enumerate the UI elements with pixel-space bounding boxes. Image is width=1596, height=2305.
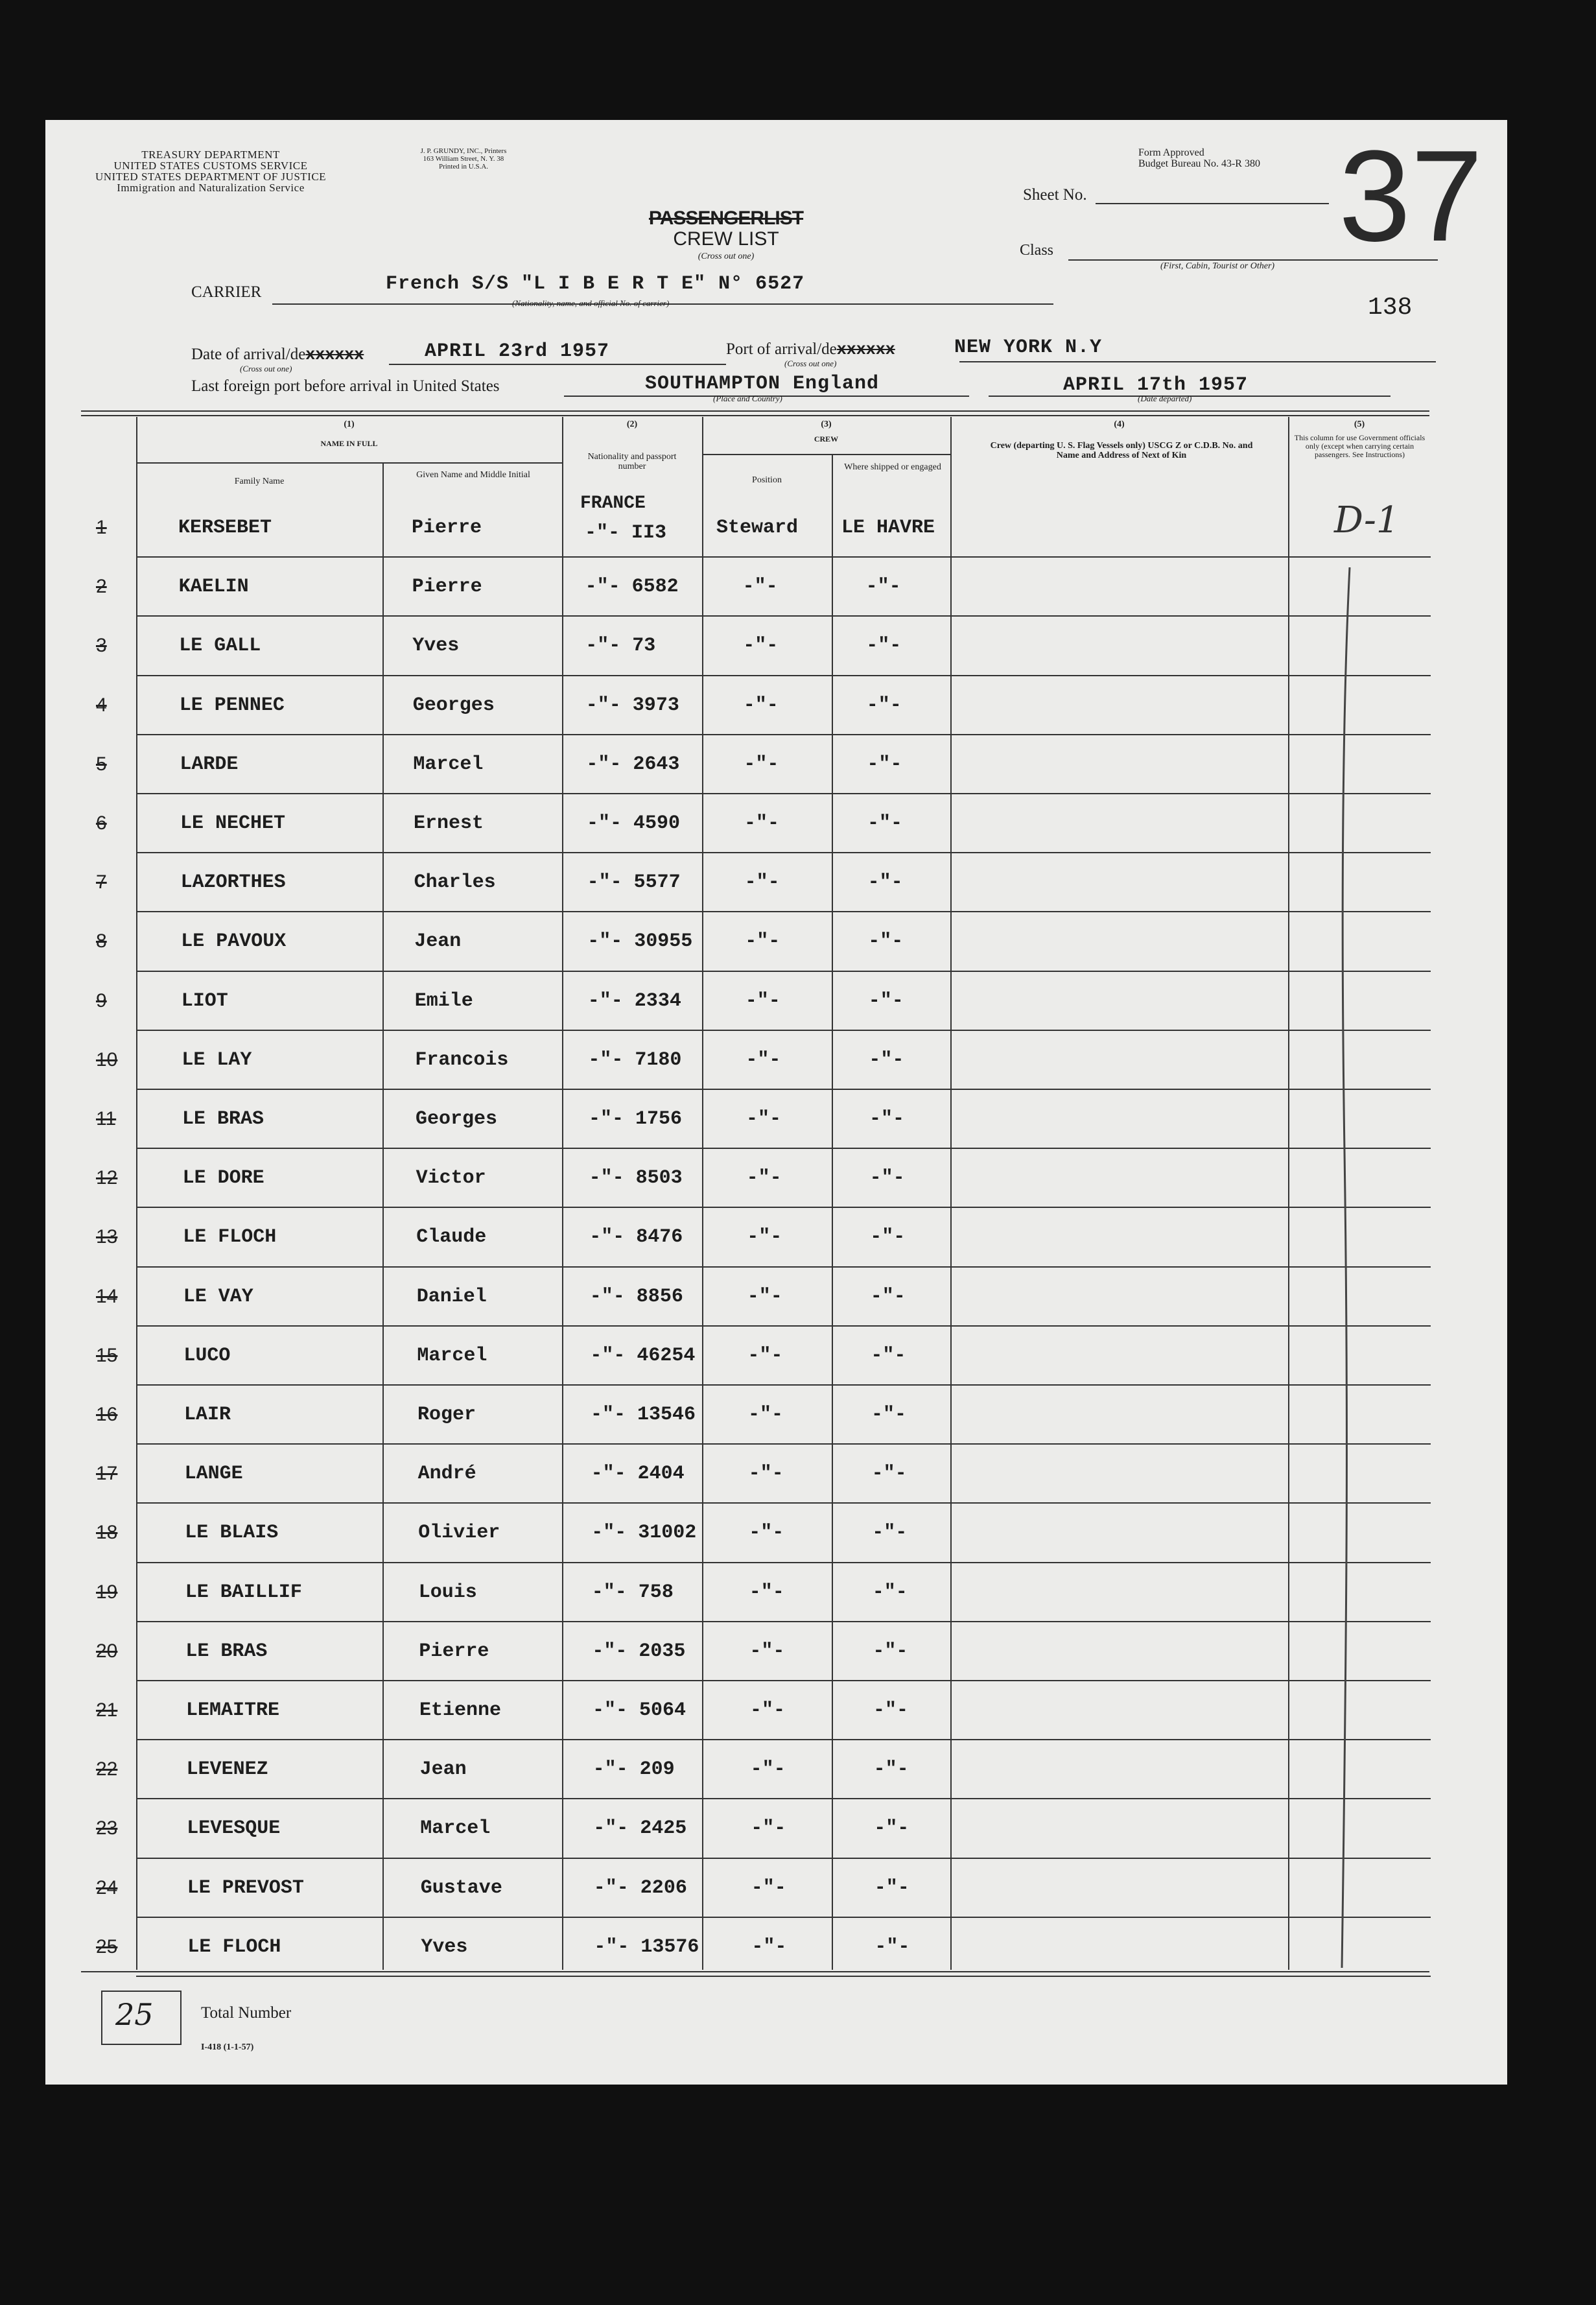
shipped-at: -"- — [867, 871, 903, 893]
col-line — [702, 417, 703, 1970]
crew-position: Steward — [716, 517, 799, 539]
sheet-no-line — [1096, 203, 1329, 204]
printer-line: Printed in U.S.A. — [438, 163, 489, 171]
row-number: 20 — [96, 1640, 118, 1662]
family-name: LAZORTHES — [180, 871, 286, 893]
family-name: LE BAILLIF — [185, 1581, 302, 1603]
crew-position: -"- — [750, 1699, 786, 1721]
shipped-at: -"- — [869, 1049, 904, 1071]
given-name: Claude — [416, 1226, 487, 1248]
crew-position: -"- — [745, 930, 780, 952]
passport-number: -"- 6582 — [585, 576, 679, 598]
shipped-at: -"- — [873, 1699, 909, 1721]
passport-number: -"- 13546 — [591, 1404, 696, 1426]
last-port-hint: (Place and Country) — [713, 394, 782, 403]
shipped-at: -"- — [873, 1758, 909, 1780]
row-divider — [136, 1502, 1431, 1504]
title-hint: (Cross out one) — [698, 252, 755, 261]
shipped-at: -"- — [870, 1286, 906, 1308]
passport-number: -"- 73 — [585, 635, 656, 657]
family-name: LE GALL — [179, 635, 261, 657]
row-number: 8 — [96, 930, 107, 952]
passport-number: -"- 3973 — [585, 694, 679, 716]
crew-position: -"- — [743, 635, 779, 657]
shipped-at: -"- — [871, 1463, 907, 1485]
form-approved-line: Form Approved — [1138, 147, 1204, 158]
passport-number: -"- 2643 — [586, 753, 680, 775]
printer-line: J. P. GRUNDY, INC., Printers — [420, 147, 507, 155]
row-number: 1 — [96, 517, 107, 538]
class-label: Class — [1020, 242, 1054, 259]
row-number: 3 — [96, 635, 107, 656]
row-divider — [136, 971, 1431, 972]
given-name: Daniel — [416, 1286, 487, 1308]
agency-line: UNITED STATES CUSTOMS SERVICE — [113, 160, 308, 172]
row-divider — [136, 911, 1431, 912]
agency-line: TREASURY DEPARTMENT — [141, 148, 280, 161]
page-number: 138 — [1368, 294, 1413, 322]
crew-position: -"- — [744, 753, 779, 775]
crew-position: -"- — [747, 1286, 782, 1308]
given-name: Yves — [421, 1936, 468, 1958]
row-number: 7 — [96, 871, 107, 893]
family-name: LE FLOCH — [183, 1226, 277, 1248]
passport-number: -"- 30955 — [587, 930, 693, 952]
date-arrival-hint: (Cross out one) — [240, 364, 292, 373]
row-number: 5 — [96, 753, 107, 775]
col1-family: Family Name — [234, 477, 285, 486]
passport-number: -"- 2035 — [592, 1640, 686, 1662]
passport-number: -"- 4590 — [587, 812, 681, 834]
passport-number: -"- 7180 — [588, 1049, 682, 1071]
row-divider — [136, 1207, 1431, 1208]
row-divider — [136, 1325, 1431, 1327]
crew-position: -"- — [745, 1049, 781, 1071]
given-name: Jean — [414, 930, 462, 952]
row-divider — [136, 675, 1431, 676]
row-number: 4 — [96, 694, 107, 716]
given-name: Pierre — [419, 1640, 489, 1662]
shipped-at: -"- — [874, 1817, 909, 1839]
passport-number: -"- 8503 — [589, 1167, 683, 1189]
form-code: I-418 (1-1-57) — [201, 2042, 254, 2052]
row-number: 21 — [96, 1699, 118, 1721]
row-number: 16 — [96, 1404, 118, 1425]
header-sub-line — [702, 454, 950, 455]
carrier-label: CARRIER — [191, 283, 262, 301]
date-arrival-label-text: Date of arrival/de — [191, 346, 306, 363]
port-arrival-label — [726, 340, 895, 359]
shipped-at: -"- — [867, 812, 903, 834]
given-name: Yves — [412, 635, 460, 657]
title-passenger-list-crossed: PASSENGERLIST — [648, 207, 804, 229]
shipped-at: -"- — [874, 1936, 910, 1958]
total-box — [101, 1991, 182, 2045]
passport-number: -"- 2206 — [593, 1877, 687, 1899]
shipped-at: -"- — [873, 1640, 908, 1662]
crew-position: -"- — [744, 871, 780, 893]
carrier-hint: (Nationality, name, and official No. of carrier) — [512, 298, 670, 308]
col5-title: This column for use Government officials only (except when carrying certain passengers. See Instructions) — [1294, 433, 1426, 459]
col1-title: NAME IN FULL — [320, 439, 378, 448]
crew-position: -"- — [747, 1345, 783, 1367]
family-name: LE LAY — [182, 1049, 252, 1071]
passport-number: -"- 8856 — [589, 1286, 683, 1308]
family-name: LIOT — [181, 990, 228, 1012]
row-divider — [136, 793, 1431, 794]
rule-top-2 — [81, 415, 1429, 416]
passport-number: -"- 46254 — [590, 1345, 696, 1367]
col2-title: Nationality and passport number — [587, 452, 677, 471]
row-divider — [136, 615, 1431, 617]
family-name: LE FLOCH — [187, 1936, 281, 1958]
last-port-value: SOUTHAMPTON England — [645, 373, 880, 395]
port-arrival-crossed: xxxxxx — [836, 340, 895, 359]
passport-number: -"- 1756 — [589, 1108, 683, 1130]
shipped-at: -"- — [872, 1522, 908, 1544]
shipped-at: -"- — [872, 1581, 908, 1603]
rule-bottom — [81, 1971, 1429, 1972]
form-approved — [1138, 147, 1260, 169]
given-name: Pierre — [412, 576, 482, 598]
crew-position: -"- — [751, 1817, 786, 1839]
given-name: Jean — [419, 1758, 467, 1780]
given-name: Marcel — [413, 753, 484, 775]
crew-position: -"- — [750, 1758, 786, 1780]
row-divider — [136, 1858, 1431, 1859]
col3-title: CREW — [814, 434, 839, 443]
crew-position: -"- — [751, 1877, 786, 1899]
sheet-no-label: Sheet No. — [1023, 186, 1087, 204]
shipped-at: -"- — [869, 1167, 905, 1189]
total-value: 25 — [115, 1997, 154, 2032]
shipped-at: -"- — [870, 1226, 906, 1248]
agency-block — [75, 149, 347, 193]
given-name: Georges — [416, 1108, 498, 1130]
family-name: LE NECHET — [180, 812, 286, 834]
crew-position: -"- — [751, 1936, 787, 1958]
shipped-at: -"- — [869, 1108, 905, 1130]
passport-number: -"- 758 — [591, 1581, 674, 1603]
given-name: Victor — [416, 1167, 486, 1189]
shipped-at: -"- — [868, 990, 904, 1012]
passport-number: -"- 2334 — [587, 990, 681, 1012]
col-line — [136, 417, 137, 1970]
form-approved-line: Budget Bureau No. 43-R 380 — [1138, 158, 1260, 169]
shipped-at: -"- — [866, 694, 902, 716]
given-name: André — [417, 1463, 476, 1485]
row-divider — [136, 1030, 1431, 1031]
row-divider — [136, 1562, 1431, 1563]
family-name: LEMAITRE — [186, 1699, 280, 1721]
class-hint: (First, Cabin, Tourist or Other) — [1160, 261, 1275, 271]
row-divider — [136, 734, 1431, 735]
crew-position: -"- — [749, 1581, 784, 1603]
row-divider — [136, 1266, 1431, 1268]
class-line — [1068, 259, 1438, 261]
row-number: 9 — [96, 990, 107, 1011]
passport-number: -"- II3 — [585, 522, 667, 544]
row-divider — [136, 556, 1431, 558]
family-name: LEVESQUE — [187, 1817, 281, 1839]
row-number: 19 — [96, 1581, 118, 1603]
row-number: 6 — [96, 812, 107, 834]
row-number: 2 — [96, 576, 107, 597]
date-arrival-value: APRIL 23rd 1957 — [425, 340, 610, 362]
printer-block — [382, 147, 545, 171]
passport-number: -"- 5064 — [593, 1699, 687, 1721]
agency-line: Immigration and Naturalization Service — [117, 182, 305, 194]
shipped-at: -"- — [871, 1404, 907, 1426]
last-port-label: Last foreign port before arrival in United States — [191, 377, 500, 395]
crew-position: -"- — [749, 1640, 785, 1662]
family-name: LARDE — [180, 753, 239, 775]
nationality-france: FRANCE — [580, 493, 646, 514]
shipped-at: -"- — [874, 1877, 909, 1899]
shipped-at: -"- — [866, 635, 902, 657]
given-name: Emile — [414, 990, 473, 1012]
official-mark-line — [1335, 567, 1361, 1974]
row-divider — [136, 1739, 1431, 1740]
crew-position: -"- — [748, 1463, 784, 1485]
row-divider — [136, 1976, 1431, 1977]
passport-number: -"- 2425 — [593, 1817, 687, 1839]
row-number: 10 — [96, 1049, 118, 1070]
family-name: LE BLAIS — [185, 1522, 279, 1544]
crew-position: -"- — [745, 990, 780, 1012]
title-crew-list: CREW LIST — [673, 228, 779, 250]
crew-position: -"- — [746, 1167, 782, 1189]
col-line — [950, 417, 952, 1970]
sheet-number: 37 — [1339, 124, 1483, 268]
col5-num: (5) — [1354, 420, 1365, 429]
given-name: Georges — [412, 694, 495, 716]
given-name: Ernest — [414, 812, 484, 834]
date-arrival-label — [191, 346, 364, 364]
given-name: Pierre — [412, 517, 482, 539]
row-number: 13 — [96, 1226, 118, 1247]
row-number: 11 — [96, 1108, 117, 1129]
passport-number: -"- 13576 — [594, 1936, 699, 1958]
row-number: 17 — [96, 1463, 118, 1484]
family-name: LE PENNEC — [179, 694, 285, 716]
given-name: Charles — [414, 871, 496, 893]
crew-position: -"- — [742, 576, 778, 598]
row-number: 18 — [96, 1522, 118, 1543]
given-name: Roger — [417, 1404, 476, 1426]
col4-num: (4) — [1114, 420, 1125, 429]
row-number: 12 — [96, 1167, 118, 1188]
col3-shipped: Where shipped or engaged — [844, 462, 941, 472]
family-name: LE PREVOST — [187, 1877, 304, 1899]
col3-num: (3) — [821, 420, 832, 429]
row-divider — [136, 1148, 1431, 1149]
col1-num: (1) — [344, 420, 355, 429]
shipped-at: -"- — [867, 753, 902, 775]
passport-number: -"- 31002 — [591, 1522, 697, 1544]
col-line — [1288, 417, 1289, 1970]
shipped-at: -"- — [865, 576, 901, 598]
col3-position: Position — [752, 475, 782, 485]
passport-number: -"- 5577 — [587, 871, 681, 893]
row-divider — [136, 852, 1431, 853]
row-number: 14 — [96, 1286, 118, 1307]
carrier-value: French S/S "L I B E R T E" N° 6527 — [386, 273, 805, 295]
rule-top — [81, 410, 1429, 412]
date-departed-hint: (Date departed) — [1138, 394, 1192, 403]
family-name: KERSEBET — [178, 517, 272, 539]
given-name: Gustave — [420, 1877, 502, 1899]
family-name: LE BRAS — [182, 1108, 264, 1130]
family-name: KAELIN — [178, 576, 249, 598]
family-name: LUCO — [183, 1345, 231, 1367]
agency-line: UNITED STATES DEPARTMENT OF JUSTICE — [95, 171, 327, 183]
row-divider — [136, 1798, 1431, 1799]
crew-list-document — [45, 120, 1507, 2085]
family-name: LEVENEZ — [186, 1758, 268, 1780]
passport-number: -"- 2404 — [591, 1463, 685, 1485]
row-divider — [136, 1621, 1431, 1622]
row-divider — [136, 1917, 1431, 1918]
header-sub-line — [136, 462, 562, 464]
port-arrival-value: NEW YORK N.Y — [954, 337, 1103, 359]
crew-position: -"- — [748, 1404, 784, 1426]
row-number: 22 — [96, 1758, 118, 1780]
family-name: LANGE — [184, 1463, 243, 1485]
row-number: 23 — [96, 1817, 118, 1839]
given-name: Louis — [418, 1581, 477, 1603]
row-divider — [136, 1680, 1431, 1681]
official-mark: D-1 — [1334, 499, 1400, 541]
row-number: 25 — [96, 1936, 118, 1957]
row-number: 15 — [96, 1345, 118, 1366]
printer-line: 163 William Street, N. Y. 38 — [423, 155, 504, 163]
date-departed-value: APRIL 17th 1957 — [1063, 374, 1249, 396]
family-name: LE BRAS — [185, 1640, 268, 1662]
col4-title: Crew (departing U. S. Flag Vessels only) USCG Z or C.D.B. No. and Name and Address of Next of Kin — [990, 441, 1253, 460]
crew-position: -"- — [749, 1522, 784, 1544]
shipped-at: LE HAVRE — [841, 517, 935, 539]
crew-position: -"- — [744, 812, 780, 834]
row-divider — [136, 1443, 1431, 1445]
family-name: LAIR — [184, 1404, 231, 1426]
row-number: 24 — [96, 1877, 118, 1898]
given-name: Marcel — [417, 1345, 487, 1367]
family-name: LE PAVOUX — [181, 930, 287, 952]
given-name: Etienne — [419, 1699, 502, 1721]
row-divider — [136, 1089, 1431, 1090]
family-name: LE VAY — [183, 1286, 253, 1308]
passport-number: -"- 209 — [593, 1758, 675, 1780]
col-line — [562, 417, 563, 1970]
col1-given: Given Name and Middle Initial — [416, 470, 530, 480]
date-arrival-crossed: xxxxxx — [305, 346, 364, 364]
port-arrival-label-text: Port of arrival/de — [726, 340, 837, 358]
shipped-at: -"- — [868, 930, 904, 952]
given-name: Olivier — [418, 1522, 500, 1544]
given-name: Francois — [415, 1049, 509, 1071]
col-line — [382, 462, 384, 1970]
row-divider — [136, 1384, 1431, 1386]
passport-number: -"- 8476 — [589, 1226, 683, 1248]
col-line — [832, 454, 833, 1970]
crew-position: -"- — [747, 1226, 782, 1248]
col2-num: (2) — [626, 420, 638, 429]
shipped-at: -"- — [871, 1345, 906, 1367]
given-name: Marcel — [420, 1817, 491, 1839]
family-name: LE DORE — [182, 1167, 264, 1189]
crew-position: -"- — [746, 1108, 782, 1130]
total-label: Total Number — [201, 2004, 292, 2022]
crew-position: -"- — [743, 694, 779, 716]
port-arrival-hint: (Cross out one) — [784, 359, 837, 368]
